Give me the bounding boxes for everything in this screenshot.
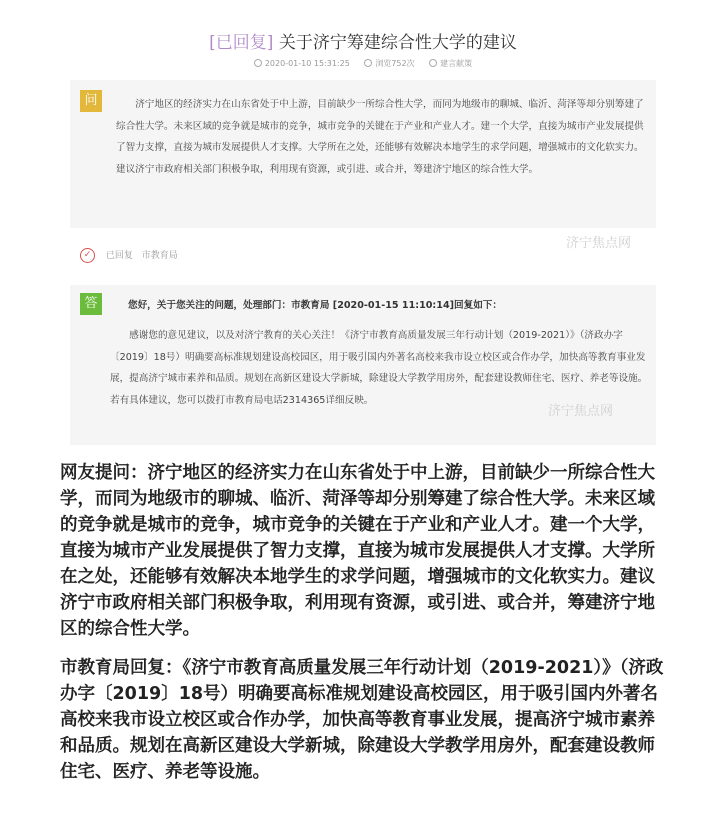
reply-status <box>80 248 178 263</box>
question-text: 济宁地区的经济实力在山东省处于中上游，目前缺少一所综合性大学，而同为地级市的聊城、临沂、菏泽等却分别筹建了综合性大学。未来区域的竞争就是城市的竞争，城市竞争的关键在于产业和产业人才。建一个大学，直接为城市产业发展提供了智力支撑，直接为城市发展提供人才支撑。大学所在之处，还能够有效解决本地学生的求学问题，增强城市的文化软实力。 建议济宁市政府相关部门积极争取，利用现有资源，或引进、或合并，筹建济宁地区的综合性大学。 <box>116 99 644 175</box>
watermark: 济宁焦点网 <box>548 404 614 419</box>
reply-status-text: 已回复 <box>105 251 133 261</box>
post-views: 浏览752次 <box>375 59 415 68</box>
question-icon: 问 <box>80 90 102 112</box>
status-tag: [已回复] <box>209 33 274 53</box>
embedded-screenshot <box>58 0 668 450</box>
question-box <box>70 80 656 228</box>
answer-icon: 答 <box>80 293 102 315</box>
views-meta <box>364 59 414 68</box>
post-datetime: 2020-01-10 15:31:25 <box>264 59 350 68</box>
eye-icon <box>364 59 372 67</box>
tag-icon <box>429 59 437 67</box>
answer-text: 感谢您的意见建议，以及对济宁教育的关心关注！《济宁市教育高质量发展三年行动计划（2019-2021）》（济政办字〔2019〕18号）明确要高标准规划建设高校园区，用于吸引国内外著名高校来我市设立校区或合作办学，加快高等教育事业发展，提高济宁城市素养和品质。规划在高新区建设大学新城，除建设大学教学用房外，配套建设教师住宅、医疗、养老等设施。若有具体建议，您可以拨打市教育局电话2314365详细反映。 <box>110 330 648 406</box>
answer-box <box>70 285 656 445</box>
post-title: 关于济宁筹建综合性大学的建议 <box>278 33 517 53</box>
type-meta <box>429 59 472 68</box>
reply-department: 市教育局 <box>141 251 178 261</box>
article-paragraph-reply: 市教育局回复：《济宁市教育高质量发展三年行动计划（2019-2021）》（济政办字〔2019〕18号）明确要高标准规划建设高校园区，用于吸引国内外著名高校来我市设立校区或合作办学，加快高等教育事业发展，提高济宁城市素养和品质。规划在高新区建设大学新城，除建设大学教学用房外，配套建设教师住宅、医疗、养老等设施。 <box>60 658 664 782</box>
answer-header: 您好，关于您关注的问题，处理部门：市教育局 [2020-01-15 11:10:14]回复如下： <box>128 300 502 311</box>
clock-icon <box>254 59 262 67</box>
post-meta <box>58 58 668 69</box>
watermark: 济宁焦点网 <box>566 236 632 251</box>
check-icon: ✓ <box>80 248 95 263</box>
post-type: 建言献策 <box>440 59 473 68</box>
datetime-meta <box>254 59 350 68</box>
post-title-row <box>58 28 668 53</box>
article-paragraph-question: 网友提问：济宁地区的经济实力在山东省处于中上游，目前缺少一所综合性大学，而同为地级市的聊城、临沂、菏泽等却分别筹建了综合性大学。未来区域的竞争就是城市的竞争，城市竞争的关键在于产业和产业人才。建一个大学，直接为城市产业发展提供了智力支撑，直接为城市发展提供人才支撑。大学所在之处，还能够有效解决本地学生的求学问题，增强城市的文化软实力。建议济宁市政府相关部门积极争取，利用现有资源，或引进、或合并，筹建济宁地区的综合性大学。 <box>60 463 655 639</box>
